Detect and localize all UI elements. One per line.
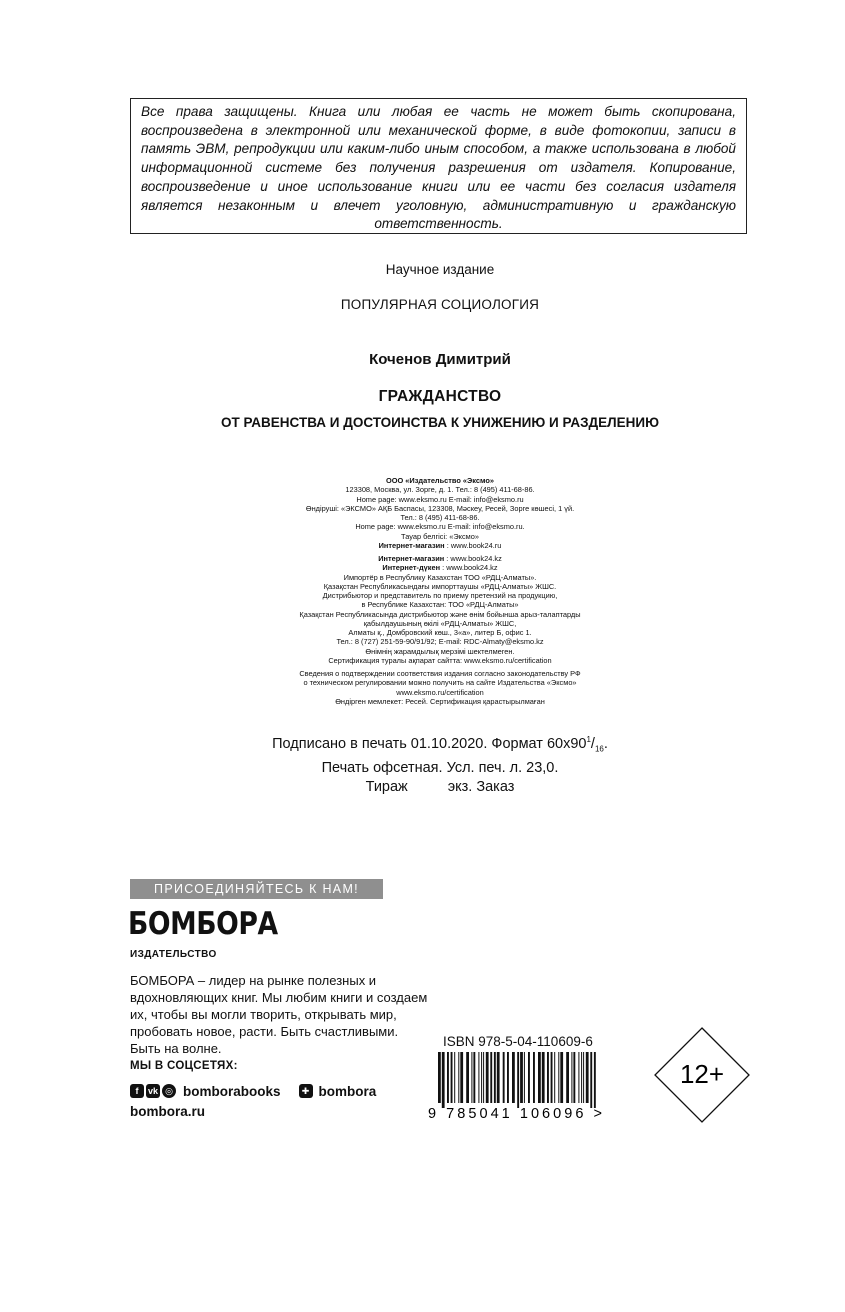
imprint-cert-kz: Сертификация туралы ақпарат сайтта: www.eksmo.ru/certification: [328, 655, 552, 665]
imprint-distributor-2: в Республике Казахстан: ТОО «РДЦ-Алматы»: [361, 600, 519, 610]
join-us-banner: ПРИСОЕДИНЯЙТЕСЬ К НАМ!: [130, 879, 383, 899]
book-title: ГРАЖДАНСТВО: [378, 388, 502, 405]
barcode-bar: [486, 1052, 489, 1103]
barcode-bar: [478, 1052, 479, 1103]
barcode-bar: [590, 1052, 592, 1108]
barcode-bar: [473, 1052, 475, 1103]
barcode-bar: [438, 1052, 441, 1103]
barcode-bar: [454, 1052, 455, 1103]
imprint-kz-distributor-1: Қазақстан Республикасында дистрибьютор және өнім бойынша арыз-талаптарды: [299, 609, 581, 619]
age-rating-badge: [653, 1026, 751, 1124]
print-signed-line: Подписано в печать 01.10.2020. Формат $60х90^1/_{16}$.: [272, 735, 608, 754]
barcode-bar: [538, 1052, 541, 1103]
bombora-description: БОМБОРА – лидер на рынке полезных и вдохновляющих книг. Мы любим книги и создаем их, чтобы вы могли творить, открывать мир, пробовать новое, расти. Быть счастливыми. Быть на волне.: [130, 973, 428, 1056]
imprint-kz-maker: Өндіруші: «ЭКСМО» АҚБ Баспасы, 123308, Мәскеу, Ресей, Зорге көшесі, 1 үй.: [305, 503, 575, 513]
barcode-bar: [451, 1052, 453, 1103]
barcode-bar: [594, 1052, 596, 1108]
barcode-bar: [481, 1052, 482, 1103]
book-subtitle: ОТ РАВЕНСТВА И ДОСТОИНСТВА К УНИЖЕНИЮ И РАЗДЕЛЕНИЮ: [220, 415, 659, 430]
imprint-shelf-life: Өнімнің жарамдылық мерзімі шектелмеген.: [365, 646, 515, 656]
imprint-trademark: Тауар белгісі: «Эксмо»: [401, 531, 479, 541]
barcode-bar: [583, 1052, 584, 1103]
edition-type: Научное издание: [385, 262, 495, 277]
barcode-bar: [497, 1052, 500, 1103]
barcode-bar: [566, 1052, 569, 1103]
barcode-bar: [547, 1052, 549, 1103]
barcode-bar: [554, 1052, 555, 1103]
imprint-shop: Интернет-магазин : www.book24.ru: [378, 540, 502, 550]
imprint-almaty-address: Алматы қ., Домбровский көш., 3«а», литер Б, офис 1.: [348, 628, 532, 637]
imprint-homepage: Home page: www.eksmo.ru E-mail: info@eksmo.ru: [356, 494, 524, 504]
barcode-bar: [573, 1052, 575, 1103]
imprint-importer-kz: Қазақстан Республикасындағы импорттаушы «РДЦ-Алматы» ЖШС.: [323, 581, 557, 591]
barcode-bar: [581, 1052, 582, 1103]
copyright-notice: Все права защищены. Книга или любая ее часть не может быть скопирована, воспроизведена в электронной или механической форме, в виде фотокопии, записи в память ЭВМ, репродукции или каким-либо иным способом, а также использована в любой информационной системе без получения разрешения от издателя. Копирование, воспроизведение и иное использование книги или ее части без согласия издателя является незаконным и влечет уголовную, административную и гражданскую ответственность.: [130, 98, 747, 234]
imprint-importer-ru: Импортёр в Республику Казахстан ТОО «РДЦ-Алматы».: [343, 572, 537, 582]
social-handle[interactable]: bomborabooks: [183, 1083, 281, 1099]
barcode-bar: [507, 1052, 509, 1103]
barcode-bar: [512, 1052, 515, 1103]
barcode-bar: [520, 1052, 523, 1103]
imprint-publisher: ООО «Издательство «Эксмо»: [386, 476, 494, 485]
imprint-conformity-url: www.eksmo.ru/certification: [396, 687, 484, 697]
barcode-bar: [494, 1052, 496, 1103]
barcode-bar: [524, 1052, 525, 1103]
imprint-origin: Өндірген мемлекет: Ресей. Сертификация қарастырылмаған: [335, 696, 545, 706]
imprint-conformity-1: Сведения о подтверждении соответствия издания согласно законодательству РФ: [299, 669, 581, 678]
imprint-kz-distributor-2: қабылдаушының өкілі «РДЦ-Алматы» ЖШС,: [363, 618, 517, 628]
barcode-bar: [533, 1052, 535, 1103]
imprint-almaty-contacts: Тел.: 8 (727) 251-59-90/91/92; E-mail: RDC-Almaty@eksmo.kz: [336, 637, 544, 647]
imprint-kz-phone: Тел.: 8 (495) 411-68-86.: [400, 513, 480, 522]
barcode-bar: [558, 1052, 559, 1103]
isbn-barcode: [428, 1052, 618, 1120]
barcode-bar: [503, 1052, 505, 1103]
barcode-bar: [466, 1052, 469, 1103]
facebook-icon[interactable]: f: [130, 1084, 144, 1098]
print-info: [200, 730, 680, 797]
bombora-logo: БОМБОРА: [128, 906, 278, 942]
barcode-digits: 9 785041 106096 >: [428, 1106, 602, 1120]
bombora-logo-subtitle: ИЗДАТЕЛЬСТВО: [130, 949, 217, 960]
barcode-bar: [571, 1052, 572, 1103]
barcode-bar: [517, 1052, 519, 1108]
barcode-bar: [447, 1052, 449, 1103]
imprint-conformity-2: о техническом регулировании можно получить на сайте Издательства «Эксмо»: [303, 678, 577, 688]
imprint-shop-kz2: Интернет-дүкен : www.book24.kz: [382, 563, 498, 573]
imprint-shop-kz: Интернет-магазин : www.book24.kz: [378, 554, 502, 563]
social-links: [130, 1082, 376, 1100]
imprint-kz-homepage: Home page: www.eksmo.ru E-mail: info@eksmo.ru.: [355, 522, 525, 532]
barcode-bar: [586, 1052, 589, 1103]
imprint-distributor-1: Дистрибьютор и представитель по приему претензий на продукцию,: [322, 591, 558, 600]
social-handle-2[interactable]: bombora: [318, 1083, 377, 1099]
barcode-bar: [483, 1052, 484, 1103]
instagram-icon[interactable]: ◎: [162, 1084, 176, 1098]
author-name: Коченов Димитрий: [369, 351, 511, 368]
telegram-icon[interactable]: ✚: [299, 1084, 313, 1098]
barcode-bar: [471, 1052, 472, 1103]
print-offset-line: Печать офсетная. Усл. печ. л. 23,0.: [321, 759, 559, 776]
social-title: МЫ В СОЦСЕТЯХ:: [130, 1060, 238, 1072]
barcode-bar: [542, 1052, 545, 1103]
barcode-bar: [442, 1052, 445, 1108]
barcode-bar: [460, 1052, 463, 1103]
print-tirazh-line: Тираж экз. Заказ: [365, 778, 515, 795]
series-name: ПОПУЛЯРНАЯ СОЦИОЛОГИЯ: [340, 297, 540, 312]
barcode-bar: [490, 1052, 492, 1103]
imprint-address: 123308, Москва, ул. Зорге, д. 1. Тел.: 8 (495) 411-68-86.: [345, 485, 535, 495]
barcode-bar: [578, 1052, 579, 1103]
barcode-bar: [458, 1052, 459, 1103]
vk-icon[interactable]: vk: [147, 1086, 158, 1096]
barcode-bar: [528, 1052, 530, 1103]
age-rating-text: 12+: [679, 1059, 725, 1089]
barcode-bar: [551, 1052, 553, 1103]
isbn-number: ISBN 978-5-04-110609-6: [443, 1034, 593, 1049]
bombora-site[interactable]: bombora.ru: [130, 1104, 206, 1119]
barcode-bar: [560, 1052, 563, 1103]
imprint-block: [200, 476, 680, 706]
